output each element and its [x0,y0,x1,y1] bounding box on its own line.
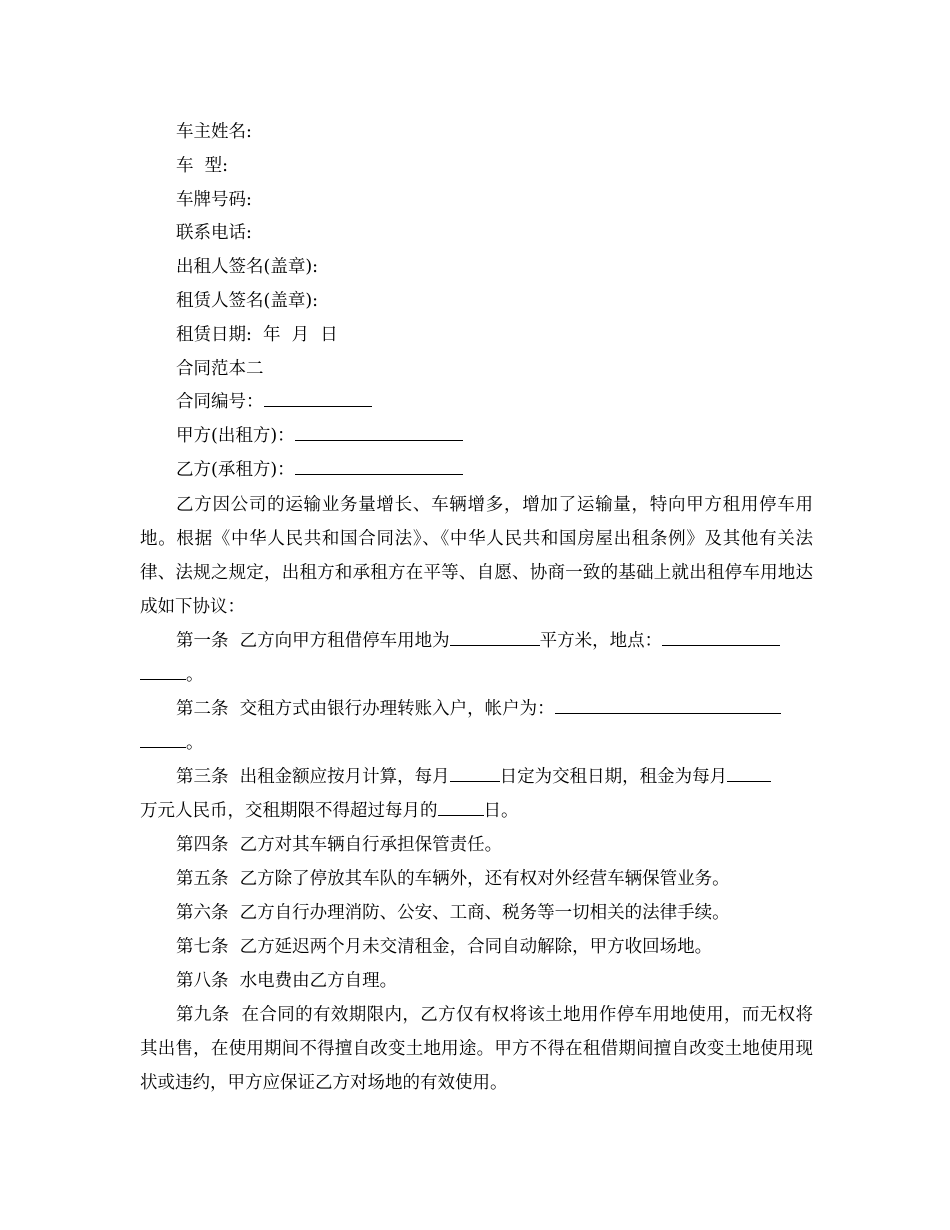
article-text: 乙方向甲方租借停车用地为 [239,630,450,651]
article-number: 第四条 [176,834,229,855]
article-7 [140,930,813,964]
location-blank-continued [140,660,186,679]
article-2 [140,692,813,760]
article-1 [140,624,813,692]
rent-amount-blank [727,762,771,781]
article-text: 日定为交租日期，租金为每月 [499,766,728,787]
article-number: 第三条 [176,766,229,787]
lease-date-field: 租赁日期: 年 月 日 [176,324,338,345]
contract-number-blank [264,388,372,407]
contract-number-line [140,386,813,420]
article-text: 交租方式由银行办理转账入户，帐户为： [239,698,555,719]
party-a-line [140,420,813,454]
article-number: 第一条 [176,630,229,651]
party-a-label: 甲方(出租方)： [176,426,295,447]
article-number: 第七条 [176,936,229,957]
preamble-paragraph: 乙方因公司的运输业务量增长、车辆增多，增加了运输量，特向甲方租用停车用地。根据《中华人民共和国合同法》、《中华人民共和国房屋出租条例》及其他有关法律、法规之规定，出租方和承租方在平等、自愿、协商一致的基础上就出租停车用地达成如下协议： [140,494,813,617]
article-6 [140,896,813,930]
party-b-blank [295,456,463,475]
article-text: 乙方除了停放其车队的车辆外，还有权对外经营车辆保管业务。 [239,868,730,889]
plate-number-field: 车牌号码: [176,189,252,210]
article-4 [140,828,813,862]
party-b-line [140,454,813,488]
article-text: 乙方延迟两个月未交清租金，合同自动解除，甲方收回场地。 [239,936,713,957]
article-9 [140,998,813,1100]
article-text: 乙方对其车辆自行承担保管责任。 [239,834,503,855]
article-number: 第二条 [176,698,229,719]
location-blank [662,626,780,645]
owner-name-field: 车主姓名: [176,122,252,142]
article-text: 在合同的有效期限内，乙方仅有权将该土地用作停车用地使用，而无权将其出售，在使用期间不得擅自改变土地用途。甲方不得在租借期间擅自改变土地使用现状或违约，甲方应保证乙方对场地的有效使用。 [140,1004,814,1093]
deadline-day-blank [438,796,484,815]
phone-field: 联系电话: [176,223,252,244]
article-number: 第六条 [176,902,229,923]
lessee-signature-field: 租赁人签名(盖章): [176,290,319,311]
pay-day-blank [450,762,500,781]
article-text: 日。 [483,800,519,821]
account-blank [555,694,781,713]
article-end: 。 [186,664,204,685]
article-8 [140,964,813,998]
article-text: 水电费由乙方自理。 [239,970,398,991]
article-number: 第九条 [176,1004,230,1025]
contract-number-label: 合同编号： [176,392,264,413]
account-blank-continued [140,728,186,747]
article-text: 乙方自行办理消防、公安、工商、税务等一切相关的法律手续。 [239,902,730,923]
article-text: 万元人民币，交租期限不得超过每月的 [140,800,438,821]
car-model-field: 车 型: [176,155,229,176]
article-3 [140,760,813,828]
article-end: 。 [186,732,204,753]
article-text: 出租金额应按月计算，每月 [239,766,450,787]
article-text: 平方米，地点： [539,630,663,651]
article-number: 第五条 [176,868,229,889]
party-b-label: 乙方(承租方)： [176,459,295,480]
area-blank [450,626,540,645]
lessor-signature-field: 出租人签名(盖章): [176,257,319,278]
party-a-blank [295,422,463,441]
section-title: 合同范本二 [176,358,264,379]
article-number: 第八条 [176,970,229,991]
article-5 [140,862,813,896]
